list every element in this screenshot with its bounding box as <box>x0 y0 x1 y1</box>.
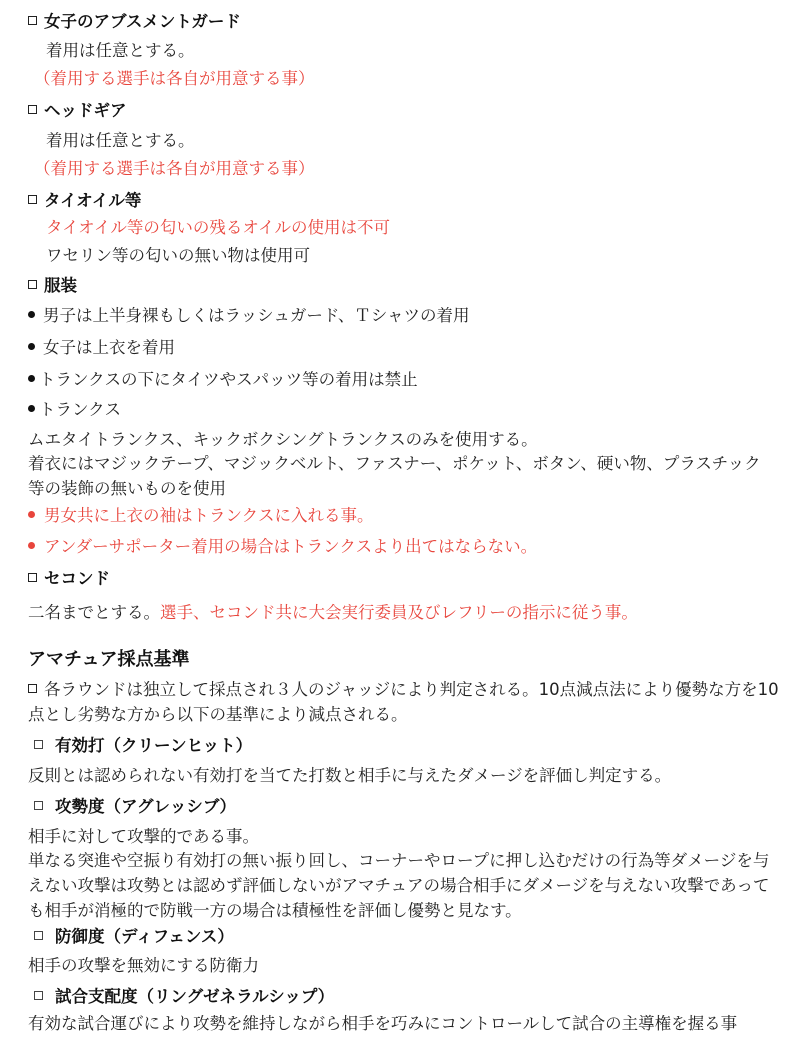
checkbox-square-icon <box>28 280 37 289</box>
list-item-text: トランクスの下にタイツやスパッツ等の着用は禁止 <box>39 370 418 389</box>
body-text: ムエタイトランクス、キックボクシングトランクスのみを使用する。 <box>28 430 538 449</box>
scoring-intro <box>28 677 780 727</box>
square-icon <box>28 684 37 693</box>
list-item <box>28 337 788 359</box>
criterion-title: 攻勢度（アグレッシブ） <box>55 797 237 816</box>
criterion-text: 有効な試合運びにより攻勢を維持しながら相手を巧みにコントロールして試合の主導権を握る事 <box>28 1014 738 1033</box>
bullet-icon <box>28 311 35 318</box>
checkbox-square-icon <box>28 16 37 25</box>
square-icon <box>34 931 43 940</box>
list-item-text: 男女共に上衣の袖はトランクスに入れる事。 <box>44 506 374 525</box>
list-item-text: トランクス <box>39 400 122 419</box>
section-heading-thai-oil <box>28 190 788 212</box>
scoring-heading: アマチュア採点基準 <box>28 649 190 670</box>
heading-text: ヘッドギア <box>44 101 127 120</box>
list-item <box>28 399 788 421</box>
body-text: 着用は任意とする。 <box>46 41 195 60</box>
body-text <box>28 602 788 624</box>
section-heading-abdominal-guard <box>28 11 788 33</box>
checkbox-square-icon <box>28 105 37 114</box>
bullet-icon <box>28 343 35 350</box>
heading-text: セコンド <box>44 569 110 588</box>
criterion-title: 防御度（ディフェンス） <box>55 927 234 946</box>
square-icon <box>34 991 43 1000</box>
square-icon <box>34 801 43 810</box>
scoring-intro-text: 各ラウンドは独立して採点され３人のジャッジにより判定される。10点減点法により優勢な方を10点とし劣勢な方から以下の基準により減点される。 <box>28 680 779 724</box>
body-text: 着衣にはマジックテープ、マジックベルト、ファスナー、ポケット、ボタン、硬い物、プラスチック等の装飾の無いものを使用 <box>28 454 761 498</box>
warning-text: タイオイル等の匂いの残るオイルの使用は不可 <box>46 218 391 237</box>
body-text: 着用は任意とする。 <box>46 131 195 150</box>
square-icon <box>34 740 43 749</box>
note-text: （着用する選手は各自が用意する事） <box>34 159 315 178</box>
criterion-title: 有効打（クリーンヒット） <box>55 736 253 755</box>
criterion-title: 試合支配度（リングゼネラルシップ） <box>55 987 335 1006</box>
criterion-text: 反則とは認められない有効打を当てた打数と相手に与えたダメージを評価し判定する。 <box>28 766 672 785</box>
list-item <box>28 305 788 327</box>
criterion-text: 相手の攻撃を無効にする防衛力 <box>28 956 259 975</box>
warning-list-item <box>28 505 788 527</box>
heading-text: 服装 <box>44 276 77 295</box>
bullet-icon <box>28 405 35 412</box>
checkbox-square-icon <box>28 573 37 582</box>
warning-list-item <box>28 536 788 558</box>
list-item-text: アンダーサポーター着用の場合はトランクスより出てはならない。 <box>44 537 538 556</box>
note-text: （着用する選手は各自が用意する事） <box>34 69 315 88</box>
checkbox-square-icon <box>28 195 37 204</box>
second-warning-text: 選手、セコンド共に大会実行委員及びレフリーの指示に従う事。 <box>160 603 638 622</box>
heading-text: タイオイル等 <box>44 191 142 210</box>
bullet-icon <box>28 375 35 382</box>
red-bullet-icon <box>28 542 35 549</box>
section-heading-headgear <box>28 100 788 122</box>
criterion-heading <box>28 986 788 1008</box>
criterion-detail-text: 単なる突進や空振り有効打の無い振り回し、コーナーやロープに押し込むだけの行為等ダメージを与えない攻撃は攻勢とは認めず評価しないがアマチュアの場合相手にダメージを与えない攻撃であっても相手が消極的で防戦一方の場合は積極性を評価し優勢と見なす。 <box>28 851 770 920</box>
list-item-text: 女子は上衣を着用 <box>43 338 175 357</box>
heading-text: 女子のアブスメントガード <box>44 12 241 31</box>
criterion-heading <box>28 796 788 818</box>
second-text: 二名までとする。 <box>28 603 160 622</box>
criterion-heading <box>28 926 788 948</box>
criterion-text: 相手に対して攻撃的である事。 <box>28 827 259 846</box>
red-bullet-icon <box>28 511 35 518</box>
list-item <box>28 369 788 391</box>
section-heading-second <box>28 568 788 590</box>
body-text: ワセリン等の匂いの無い物は使用可 <box>46 246 310 265</box>
list-item-text: 男子は上半身裸もしくはラッシュガード、Ｔシャツの着用 <box>43 306 470 325</box>
section-heading-attire <box>28 275 788 297</box>
criterion-heading <box>28 735 788 757</box>
